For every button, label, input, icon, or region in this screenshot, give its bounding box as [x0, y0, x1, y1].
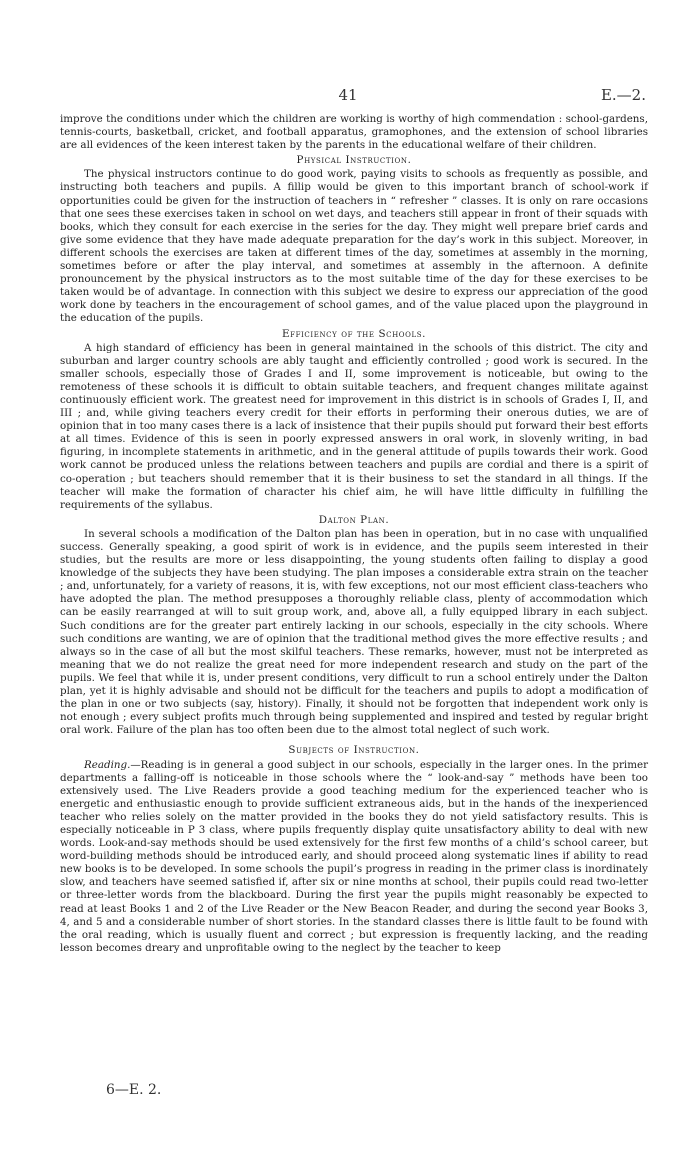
reading-text: —Reading is in general a good subject in our schools, especially in the larger ones. In the primer departments a falling-off is noticeable in those schools where the “ look-and-say ” methods have been too extensively used. The Live Readers provide a good teaching medium for the experienced teacher who is energetic and enthusiastic enough to provide sufficient extraneous aids, but in the hands of the inexperienced teacher who relies solely on the matter provided in the books they do not yield satisfactory results. This is especially noticeable in P 3 class, where pupils frequently display quite unsatisfactory ability to deal with new words. Look-and-say methods should be used extensively for the first few months of a child’s school career, but word-building methods should be introduced early, and should proceed along systematic lines if ability to read new books is to be developed. In some schools the pupil’s progress in reading in the primer class is inordinately slow, and teachers have seemed satisfied if, after six or nine months at school, their pupils could read two-letter or three-letter words from the blackboard. During the first year the pupils might reasonably be expected to read at least Books 1 and 2 of the Live Reader or the New Beacon Reader, and during the second year Books 3, 4, and 5 and a considerable number of short stories. In the standard classes there is little fault to be found with the oral reading, which is usually fluent and correct ; but expression is frequently lacking, and the reading lesson becomes dreary and unprofitable owing to the neglect by the teacher to keep	[60, 758, 648, 954]
page-number: 41	[338, 86, 358, 104]
paragraph-dalton-plan: In several schools a modification of the Dalton plan has been in operation, but in no case with unqualified success. Generally speaking, a good spirit of work is in evidence, and the pupils seem interested in their studies, but the results are more or less disappointing, the young students often failing to display a good knowledge of the subjects they have been studying. The plan imposes a considerable extra strain on the teacher ; and, unfortunately, for a variety of reasons, it is, with few exceptions, not our most efficient class-teachers who have adopted the plan. The method presupposes a thoroughly reliable class, plenty of accommodation which can be easily rearranged at will to suit group work, and, above all, a fully equipped library in each subject. Such conditions are for the greater part entirely lacking in our schools, especially in the city schools. Where such conditions are wanting, we are of opinion that the traditional method gives the more effective results ; and always so in the case of all but the most skilful teachers. These remarks, however, must not be interpreted as meaning that we do not realize the great need for more independent research and study on the part of the pupils. We feel that while it is, under present conditions, very difficult to run a school entirely under the Dalton plan, yet it is highly advisable and should not be difficult for the teachers and pupils to adopt a modification of the plan in one or two subjects (say, history). Finally, it should not be forgotten that independent work only is not enough ; every subject profits much through being supplemented and inspired and tested by regular bright oral work. Failure of the plan has too often been due to the almost total neglect of such work.	[60, 527, 648, 737]
paragraph-reading	[60, 759, 648, 955]
series-code: E.—2.	[600, 86, 646, 104]
reading-lead-in: Reading.	[84, 758, 131, 771]
heading-efficiency-of-schools: Efficiency of the Schools.	[282, 327, 426, 340]
document-body	[60, 113, 648, 955]
signature-code: 6—E. 2.	[106, 1082, 162, 1098]
heading-subjects-of-instruction: Subjects of Instruction.	[288, 744, 420, 757]
heading-physical-instruction: Physical Instruction.	[296, 154, 412, 167]
paragraph-efficiency-of-schools: A high standard of efficiency has been in general maintained in the schools of this district. The city and suburban and larger country schools are ably taught and efficiently controlled ; good work is secured. In the smaller schools, especially those of Grades I and II, some improvement is noticeable, but owing to the remoteness of these schools it is difficult to obtain suitable teachers, and frequent changes militate against continuously efficient work. The greatest need for improvement in this district is in schools of Grades I, II, and III ; and, while giving teachers every credit for their efforts in performing their onerous duties, we are of opinion that in too many cases there is a lack of insistence that their pupils should put forward their best efforts at all times. Evidence of this is seen in poorly expressed answers in oral work, in slovenly writing, in bad figuring, in incomplete statements in arithmetic, and in the general attitude of pupils towards their work. Good work cannot be produced unless the relations between teachers and pupils are cordial and there is a spirit of co-operation ; but teachers should remember that it is their business to set the standard in all things. If the teacher will make the formation of character his chief aim, he will have little difficulty in fulfilling the requirements of the syllabus.	[60, 341, 648, 511]
heading-dalton-plan: Dalton Plan.	[318, 513, 390, 526]
paragraph-physical-instruction: The physical instructors continue to do good work, paying visits to schools as frequently as possible, and instructing both teachers and pupils. A fillip would be given to this important branch of school-work if opportunities could be given for the instruction of teachers in “ refresher ” classes. It is only on rare occasions that one sees these exercises taken in school on wet days, and teachers still appear in front of their squads with books, which they consult for each exercise in the series for the day. They might well prepare brief cards and give some evidence that they have made adequate preparation for the day’s work in this subject. Moreover, in different schools the exercises are taken at different times of the day, sometimes at assembly in the morning, sometimes before or after the play interval, and sometimes at assembly in the afternoon. A definite pronouncement by the physical instructors as to the most suitable time of the day for these exercises to be taken would be of advantage. In connection with this subject we desire to express our appreciation of the good work done by teachers in the encouragement of school games, and of the value placed upon the playground in the education of the pupils.	[60, 168, 648, 325]
paragraph-intro-continuation: improve the conditions under which the children are working is worthy of high commendation : school-gardens, tennis-courts, basketball, cricket, and football apparatus, gramophones, and the extension of school libraries are all evidences of the keen interest taken by the parents in the educational welfare of their children.	[60, 113, 648, 152]
